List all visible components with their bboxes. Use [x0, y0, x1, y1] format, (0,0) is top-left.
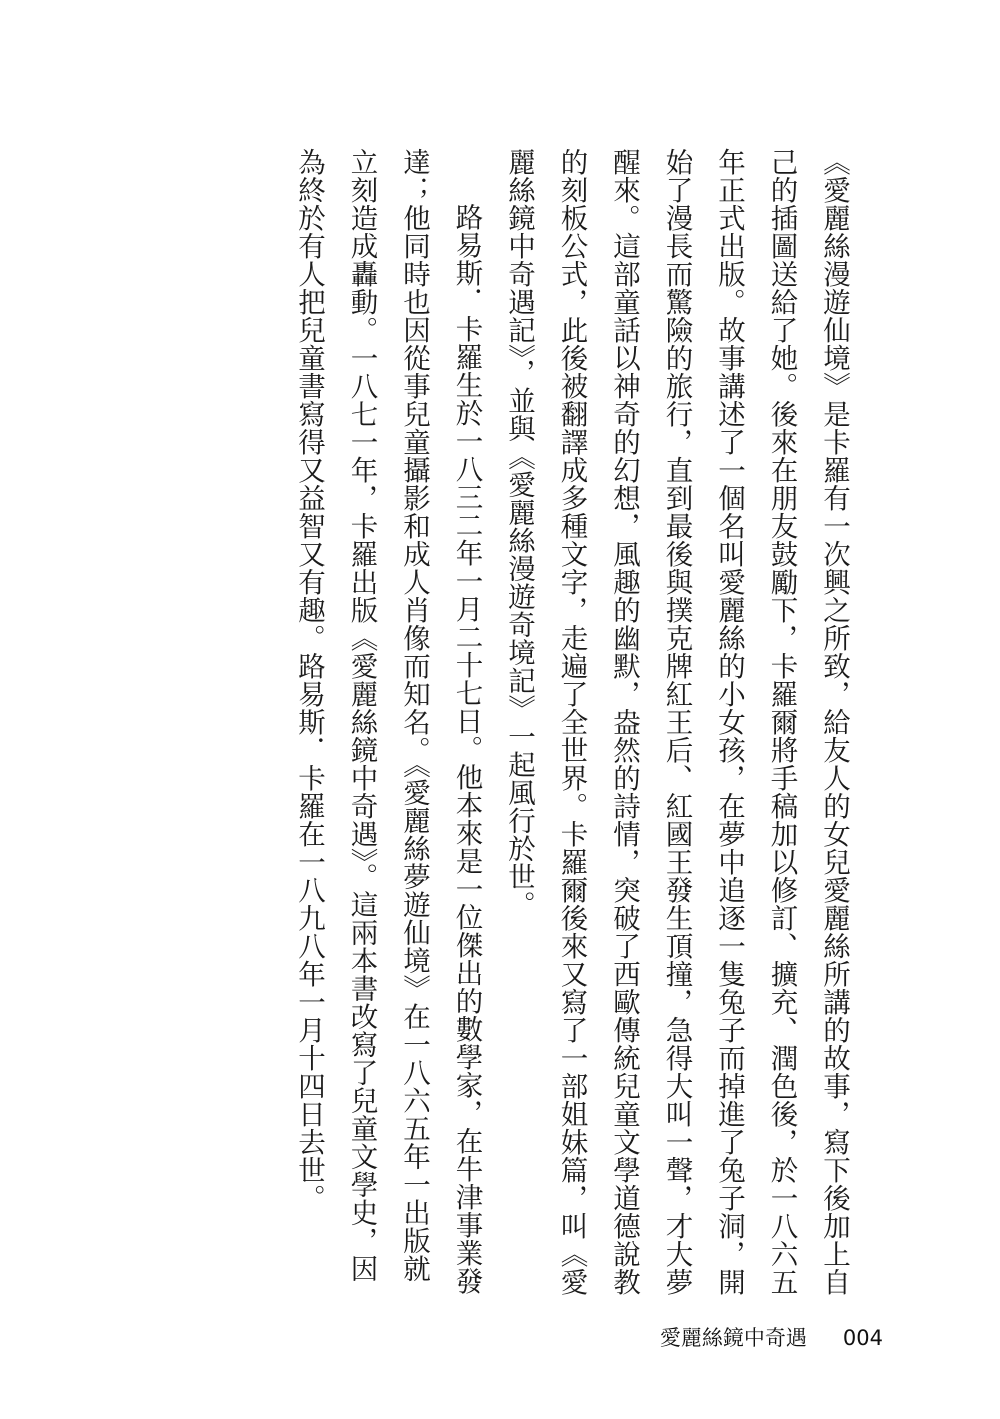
body-text: [283, 148, 861, 1308]
page-number: 004: [842, 1326, 883, 1350]
paragraph: 路易斯．卡羅生於一八三二年一月二十七日。他本來是一位傑出的數學家，在牛津事業發達；他同時也因從事兒童攝影和成人肖像而知名。《愛麗絲夢遊仙境》在一八六五年一出版就立刻造成轟動。一八七一年，卡羅出版《愛麗絲鏡中奇遇》。這兩本書改寫了兒童文學史，因為終於有人把兒童書寫得又益智又有趣。路易斯．卡羅在一八九八年一月十四日去世。: [293, 148, 483, 1295]
running-title: 愛麗絲鏡中奇遇: [659, 1326, 807, 1350]
paragraph: 《愛麗絲漫遊仙境》是卡羅有一次興之所致，給友人的女兒愛麗絲所講的故事，寫下後加上自己的插圖送給了她。後來在朋友鼓勵下，卡羅爾將手稿加以修訂、擴充、潤色後，於一八六五年正式出版。故事講述了一個名叫愛麗絲的小女孩，在夢中追逐一隻兔子而掉進了兔子洞，開始了漫長而驚險的旅行，直到最後與撲克牌紅王后、紅國王發生頂撞，急得大叫一聲，才大夢醒來。這部童話以神奇的幻想，風趣的幽默，盎然的詩情，突破了西歐傳統兒童文學道德說教的刻板公式，此後被翻譯成多種文字，走遍了全世界。卡羅爾後來又寫了一部姐妹篇，叫《愛麗絲鏡中奇遇記》，並與《愛麗絲漫遊奇境記》一起風行於世。: [503, 148, 850, 1296]
page-footer: [660, 1322, 883, 1352]
